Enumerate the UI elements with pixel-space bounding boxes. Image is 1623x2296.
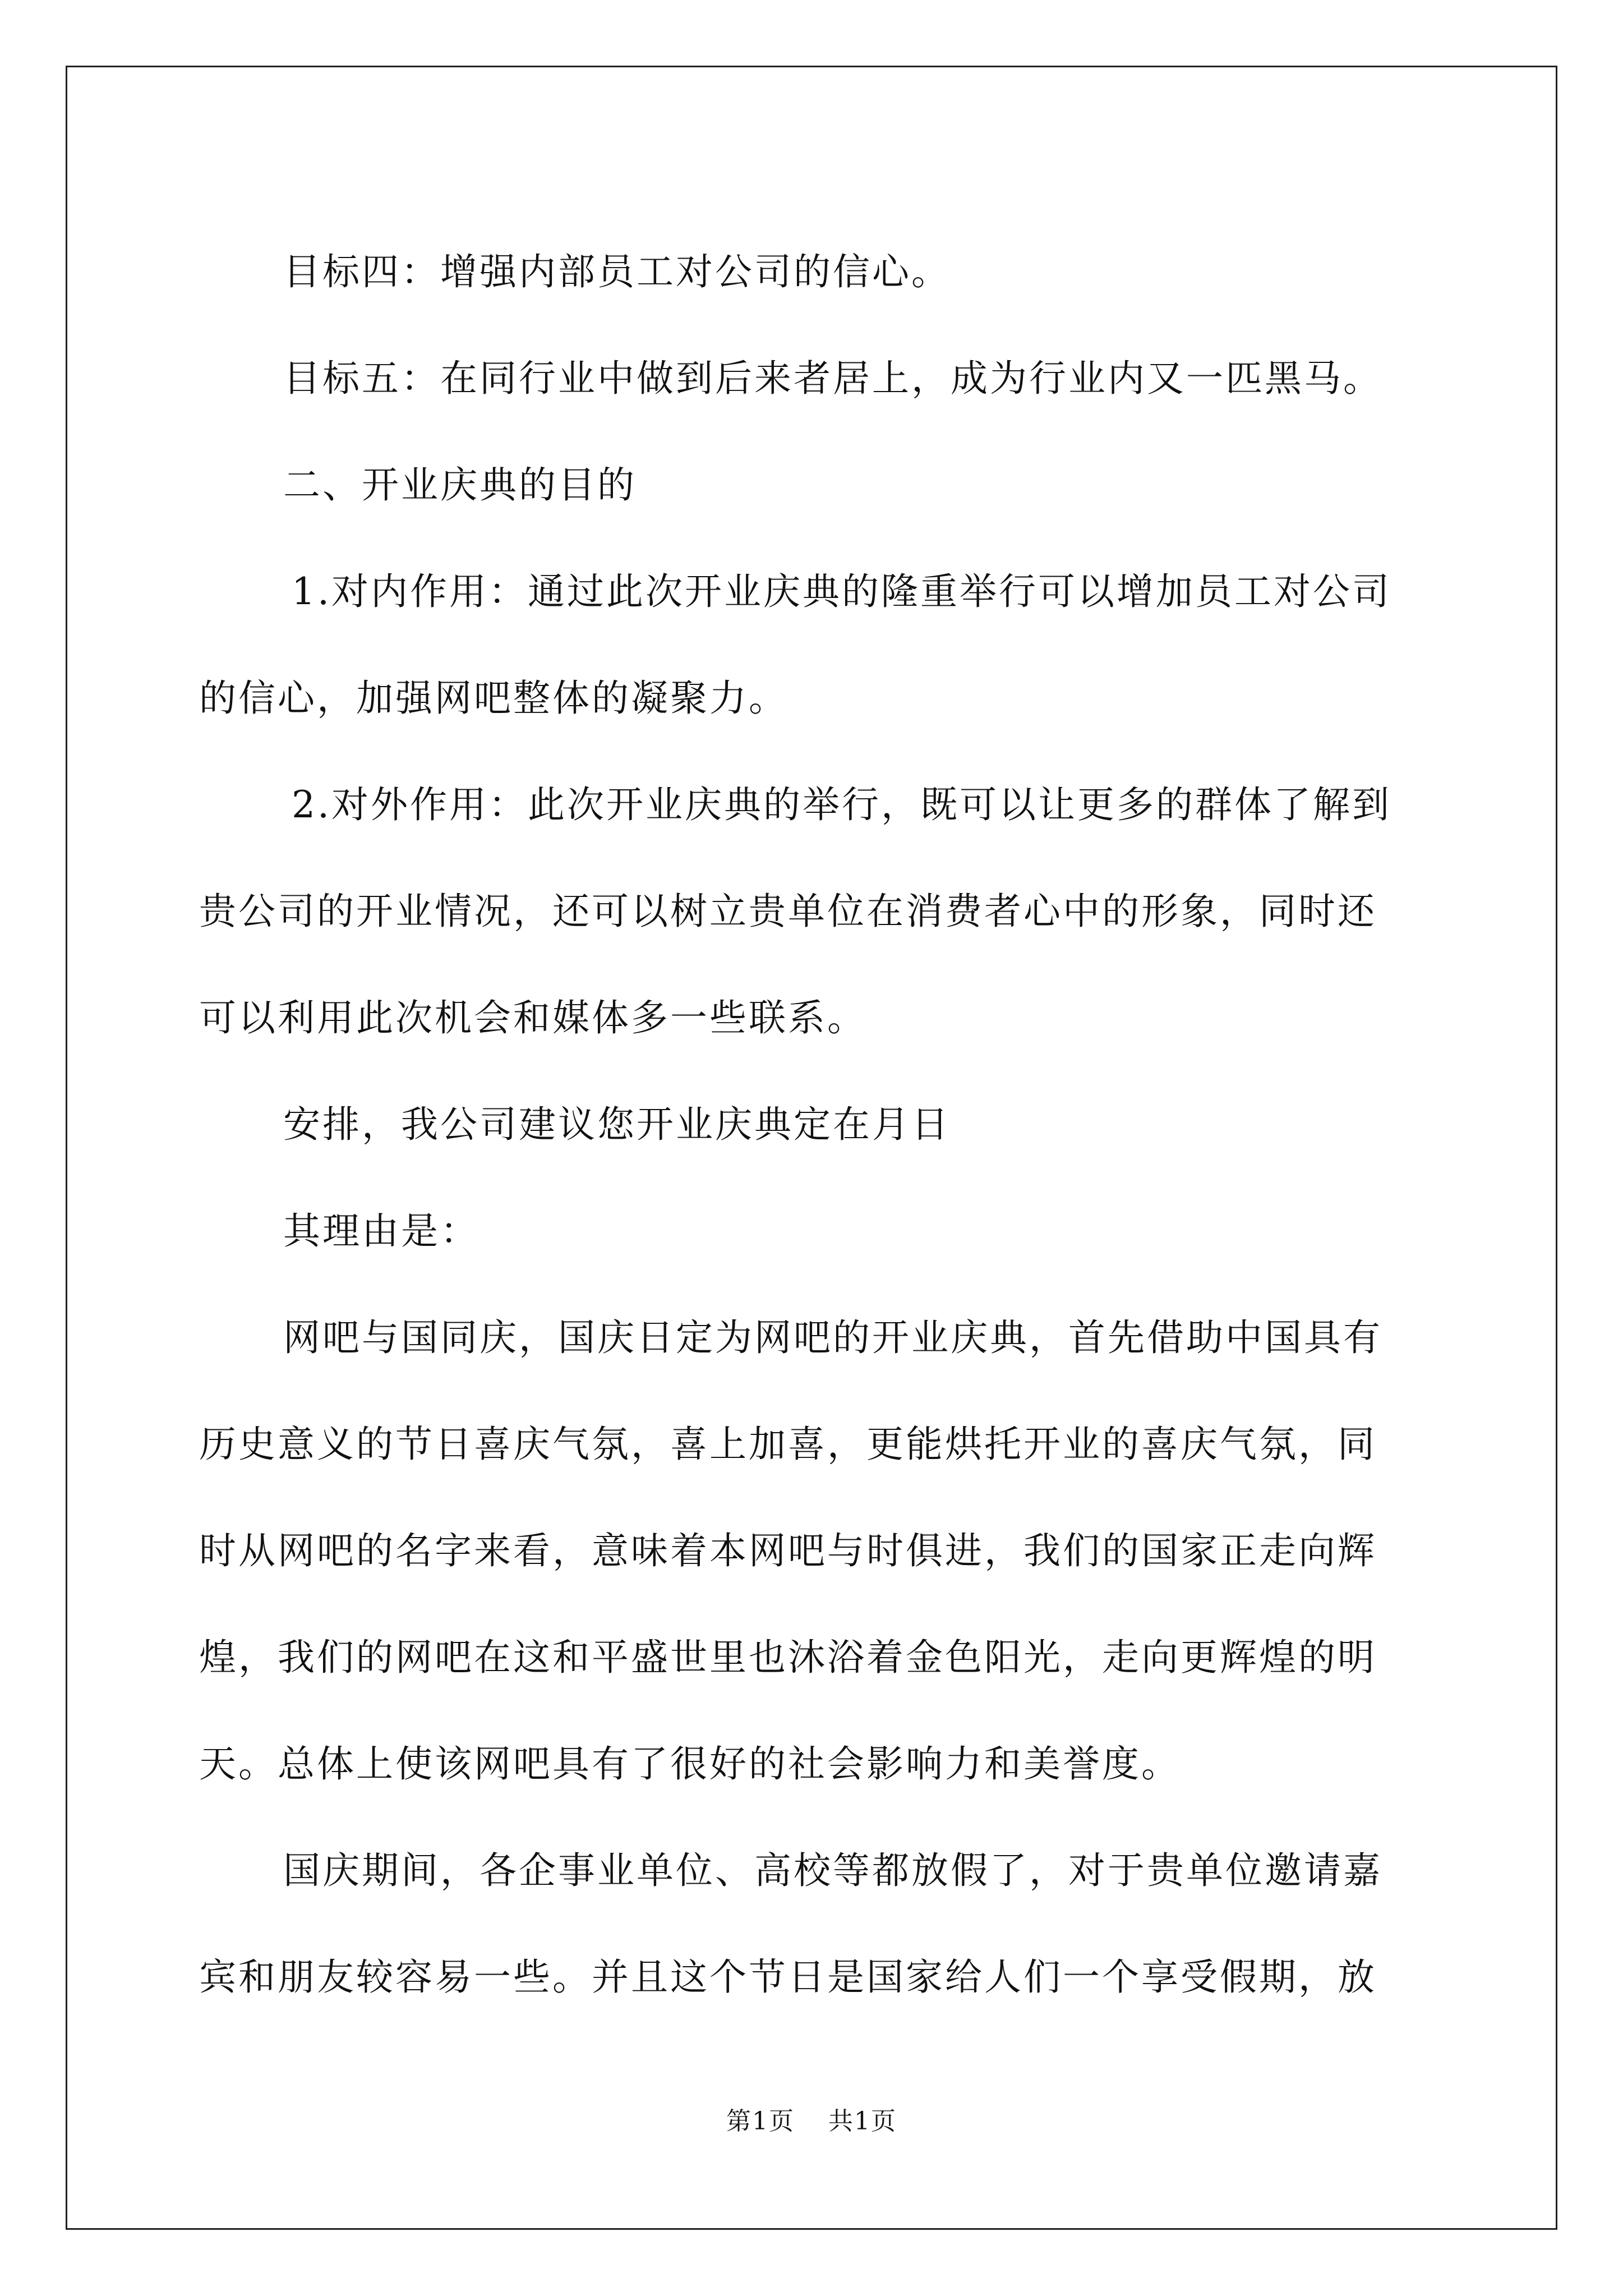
paragraph-reason-1-cont-3: 煌，我们的网吧在这和平盛世里也沐浴着金色阳光，走向更辉煌的明 xyxy=(199,1636,1377,1679)
paragraph-reason-2: 国庆期间，各企事业单位、高校等都放假了，对于贵单位邀请嘉 xyxy=(283,1849,1382,1892)
paragraph-arrangement: 安排，我公司建议您开业庆典定在月日 xyxy=(283,1103,951,1146)
paragraph-external-effect-cont-1: 贵公司的开业情况，还可以树立贵单位在消费者心中的形象，同时还 xyxy=(199,890,1377,933)
page-total: 共1页 xyxy=(828,2107,897,2136)
paragraph-reason-1-cont-4: 天。总体上使该网吧具有了很好的社会影响力和美誉度。 xyxy=(199,1742,1181,1786)
paragraph-reason-heading: 其理由是： xyxy=(283,1209,479,1253)
paragraph-reason-1-cont-1: 历史意义的节日喜庆气氛，喜上加喜，更能烘托开业的喜庆气氛，同 xyxy=(199,1423,1377,1466)
page-footer xyxy=(0,2101,1623,2137)
paragraph-internal-effect: 1.对内作用：通过此次开业庆典的隆重举行可以增加员工对公司 xyxy=(292,570,1391,613)
paragraph-reason-2-cont: 宾和朋友较容易一些。并且这个节日是国家给人们一个享受假期，放 xyxy=(199,1955,1377,1999)
paragraph-internal-effect-cont: 的信心，加强网吧整体的凝聚力。 xyxy=(199,677,788,720)
paragraph-external-effect-cont-2: 可以利用此次机会和媒体多一些联系。 xyxy=(199,996,866,1039)
paragraph-reason-1-cont-2: 时从网吧的名字来看，意味着本网吧与时俱进，我们的国家正走向辉 xyxy=(199,1529,1377,1572)
paragraph-reason-1: 网吧与国同庆，国庆日定为网吧的开业庆典，首先借助中国具有 xyxy=(283,1316,1382,1359)
page-number: 第1页 xyxy=(726,2107,795,2136)
paragraph-goal-five: 目标五：在同行业中做到后来者居上，成为行业内又一匹黑马。 xyxy=(283,357,1382,400)
paragraph-goal-four: 目标四：增强内部员工对公司的信心。 xyxy=(283,250,951,293)
paragraph-external-effect: 2.对外作用：此次开业庆典的举行，既可以让更多的群体了解到 xyxy=(292,783,1391,826)
document-body xyxy=(199,219,1433,2031)
section-heading-purpose: 二、开业庆典的目的 xyxy=(283,463,637,507)
